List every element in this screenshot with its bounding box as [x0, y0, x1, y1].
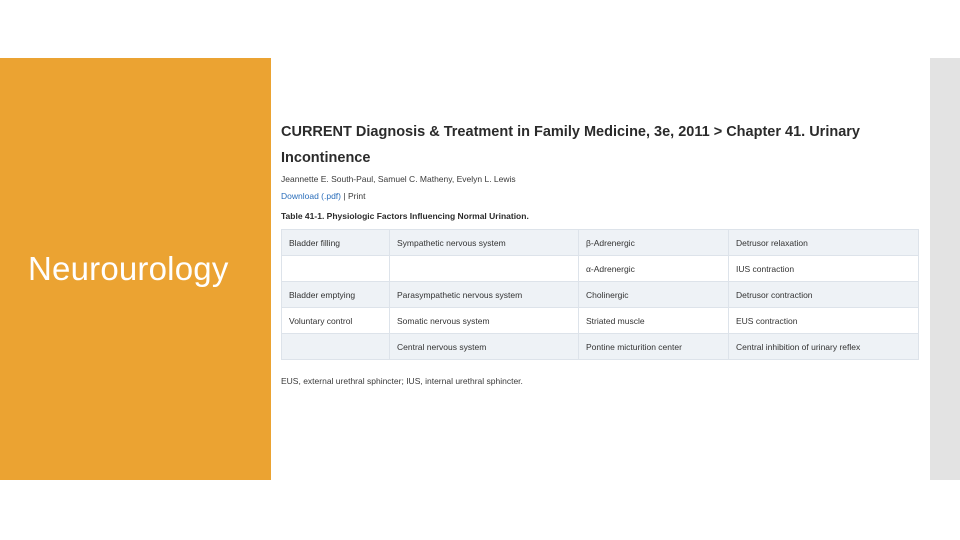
- table-cell: Central inhibition of urinary reflex: [729, 334, 919, 360]
- table-cell: Sympathetic nervous system: [390, 230, 579, 256]
- document-authors: Jeannette E. South-Paul, Samuel C. Matheny, Evelyn L. Lewis: [281, 174, 516, 184]
- table-cell: Detrusor relaxation: [729, 230, 919, 256]
- table-cell: EUS contraction: [729, 308, 919, 334]
- table-cell: α-Adrenergic: [579, 256, 729, 282]
- action-separator: |: [341, 191, 348, 201]
- table-cell: Striated muscle: [579, 308, 729, 334]
- table-row: [282, 256, 919, 282]
- embedded-screenshot: [271, 58, 930, 480]
- table-cell: Parasympathetic nervous system: [390, 282, 579, 308]
- table-row: [282, 282, 919, 308]
- table-cell: Bladder emptying: [282, 282, 390, 308]
- table-row: [282, 230, 919, 256]
- table-cell: Pontine micturition center: [579, 334, 729, 360]
- table-row: [282, 334, 919, 360]
- table-cell: IUS contraction: [729, 256, 919, 282]
- table-cell: Voluntary control: [282, 308, 390, 334]
- table-cell: Cholinergic: [579, 282, 729, 308]
- table-cell: Bladder filling: [282, 230, 390, 256]
- document-actions: [281, 191, 365, 201]
- table-cell: [282, 256, 390, 282]
- scrollbar[interactable]: [930, 58, 960, 480]
- print-link[interactable]: Print: [347, 191, 366, 201]
- table-caption: Table 41-1. Physiologic Factors Influencing Normal Urination.: [281, 211, 529, 221]
- table-footnote: EUS, external urethral sphincter; IUS, internal urethral sphincter.: [281, 376, 523, 386]
- document-title: CURRENT Diagnosis & Treatment in Family Medicine, 3e, 2011 > Chapter 41. Urinary Incontinence: [281, 124, 860, 166]
- table-cell: [390, 256, 579, 282]
- slide-title: Neurourology: [28, 250, 229, 287]
- table-cell: Detrusor contraction: [729, 282, 919, 308]
- table-cell: [282, 334, 390, 360]
- table-cell: Somatic nervous system: [390, 308, 579, 334]
- physiologic-factors-table: [281, 229, 919, 360]
- table-cell: Central nervous system: [390, 334, 579, 360]
- table-row: [282, 308, 919, 334]
- table-cell: β-Adrenergic: [579, 230, 729, 256]
- download-pdf-link[interactable]: Download (.pdf): [281, 191, 342, 201]
